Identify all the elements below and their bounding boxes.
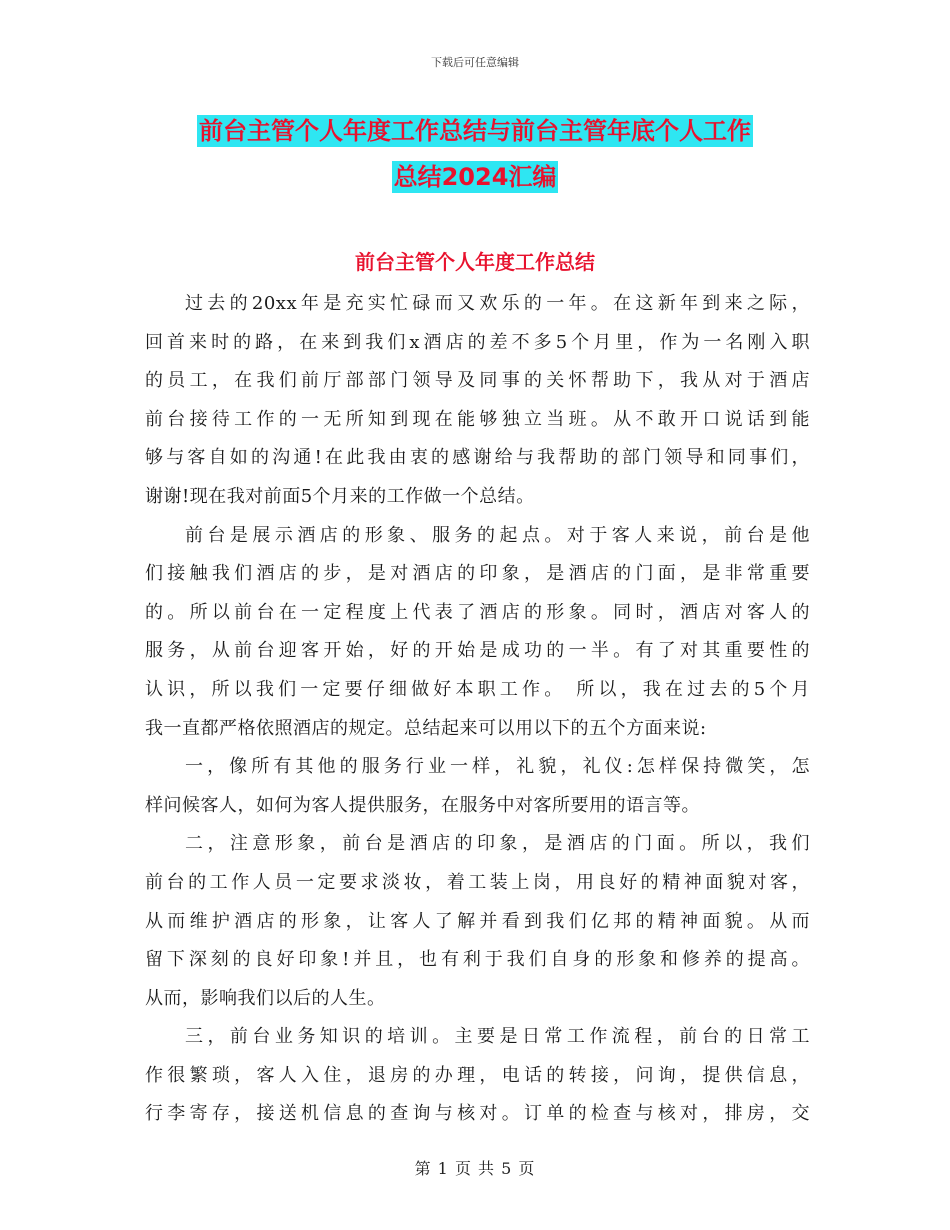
paragraph-line: 过去的20xx年是充实忙碌而又欢乐的一年。在这新年到来之际， (185, 293, 810, 314)
paragraph-line: 留下深刻的良好印象!并且，也有利于我们自身的形象和修养的提高。 (145, 949, 810, 971)
paragraph-line: 谢谢!现在我对前面5个月来的工作做一个总结。 (145, 485, 535, 507)
paragraph-line: 作很繁琐，客人入住，退房的办理，电话的转接，问询，提供信息， (145, 1064, 810, 1086)
paragraph-line: 从而维护酒店的形象，让客人了解并看到我们亿邦的精神面貌。从而 (145, 910, 810, 932)
paragraph-line: 一，像所有其他的服务行业一样，礼貌，礼仪:怎样保持微笑，怎 (185, 756, 810, 778)
paragraph-line: 够与客自如的沟通!在此我由衷的感谢给与我帮助的部门领导和同事们， (145, 447, 810, 469)
paragraph-line: 回首来时的路，在来到我们x酒店的差不多5个月里，作为一名刚入职 (145, 331, 810, 353)
section-title: 前台主管个人年度工作总结 (355, 250, 595, 274)
paragraph-line: 认识，所以我们一定要仔细做好本职工作。 所以，我在过去的5个月 (145, 678, 810, 700)
title-line-2: 总结2024汇编 (393, 163, 557, 191)
paragraph-line: 前台的工作人员一定要求淡妆，着工装上岗，用良好的精神面貌对客， (145, 871, 810, 893)
paragraph-line: 样问候客人，如何为客人提供服务，在服务中对客所要用的语言等。 (145, 794, 700, 816)
page-footer: 第 1 页 共 5 页 (414, 1159, 536, 1178)
paragraph-line: 前台是展示酒店的形象、服务的起点。对于客人来说，前台是他 (185, 524, 810, 546)
document-title (150, 108, 800, 200)
paragraph-line: 从而，影响我们以后的人生。 (145, 987, 386, 1009)
paragraph-line: 行李寄存，接送机信息的查询与核对。订单的检查与核对，排房，交 (145, 1103, 810, 1125)
paragraph-line: 的员工，在我们前厅部部门领导及同事的关怀帮助下，我从对于酒店 (145, 370, 810, 392)
paragraph-line: 服务，从前台迎客开始，好的开始是成功的一半。有了对其重要性的 (145, 640, 810, 662)
title-line-1: 前台主管个人年度工作总结与前台主管年底个人工作 (199, 117, 751, 145)
paragraph-line: 二，注意形象，前台是酒店的印象，是酒店的门面。所以，我们 (185, 833, 810, 855)
header-note: 下载后可任意编辑 (431, 56, 519, 69)
paragraph-line: 三，前台业务知识的培训。主要是日常工作流程，前台的日常工 (185, 1026, 810, 1048)
paragraph-line: 的。所以前台在一定程度上代表了酒店的形象。同时，酒店对客人的 (145, 601, 810, 623)
paragraph-line: 前台接待工作的一无所知到现在能够独立当班。从不敢开口说话到能 (145, 408, 810, 430)
paragraph-line: 我一直都严格依照酒店的规定。总结起来可以用以下的五个方面来说: (145, 717, 707, 739)
document-body (145, 285, 810, 1134)
paragraph-line: 们接触我们酒店的步，是对酒店的印象，是酒店的门面，是非常重要 (145, 563, 810, 585)
